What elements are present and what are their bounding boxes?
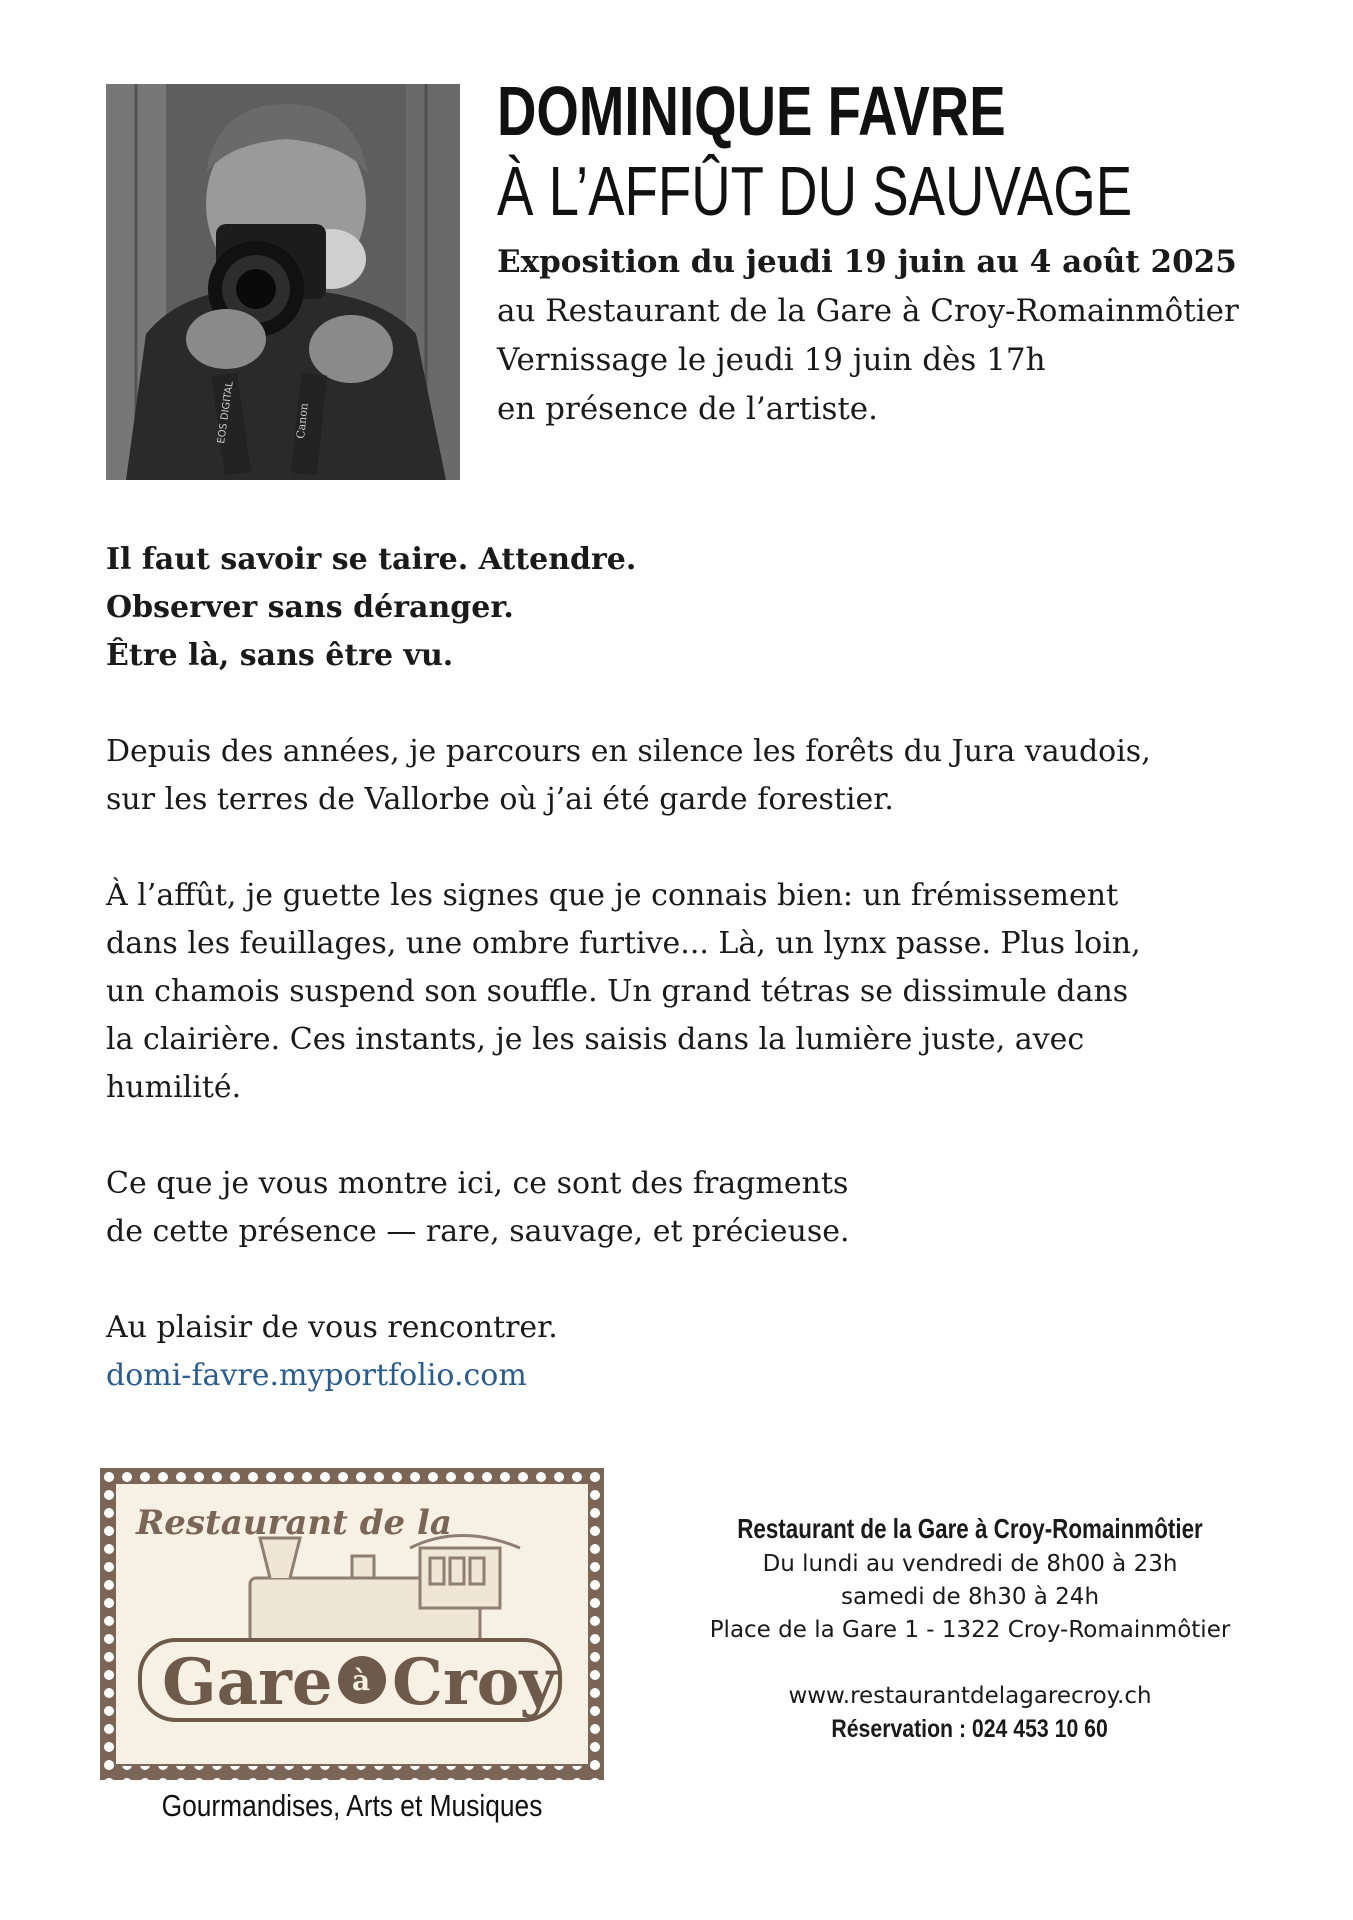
camera-brand-text: Canon <box>294 402 311 440</box>
stamp-logo <box>100 1468 604 1780</box>
paragraph-line: humilité. <box>106 1070 242 1105</box>
closing-paragraph <box>106 1304 1256 1400</box>
contact-hours-weekday: Du lundi au vendredi de 8h00 à 23h <box>762 1551 1178 1577</box>
contact-address: Place de la Gare 1 - 1322 Croy-Romainmôtier <box>709 1617 1231 1643</box>
restaurant-tagline: Gourmandises, Arts et Musiques <box>161 1788 543 1823</box>
paragraph-line: Ce que je vous montre ici, ce sont des fragments <box>106 1166 849 1201</box>
logo-croy: Croy <box>392 1645 557 1720</box>
logo-wordmark <box>140 1640 560 1720</box>
contact-block <box>650 1512 1290 1747</box>
intro-paragraph <box>106 536 1256 680</box>
contact-spacer <box>650 1647 1290 1680</box>
paragraph-line: À l’affût, je guette les signes que je connais bien: un frémissement <box>106 878 1119 913</box>
camera-strap-text: EOS DIGITAL <box>216 380 236 445</box>
paragraph-1 <box>106 728 1256 824</box>
intro-line: Observer sans déranger. <box>106 590 514 625</box>
paragraph-2 <box>106 872 1256 1112</box>
intro-line: Il faut savoir se taire. Attendre. <box>106 542 637 577</box>
paragraph-line: Depuis des années, je parcours en silence les forêts du Jura vaudois, <box>106 734 1151 769</box>
event-info <box>497 238 1317 434</box>
intro-line: Être là, sans être vu. <box>106 638 454 673</box>
paragraph-line: sur les terres de Vallorbe où j’ai été garde forestier. <box>106 782 894 817</box>
paragraph-line: la clairière. Ces instants, je les saisis dans la lumière juste, avec <box>106 1022 1085 1057</box>
logo-a: à <box>352 1664 371 1697</box>
contact-hours-saturday: samedi de 8h30 à 24h <box>840 1584 1100 1610</box>
contact-reservation: Réservation : 024 453 10 60 <box>831 1715 1109 1743</box>
event-dates: Exposition du jeudi 19 juin au 4 août 2025 <box>497 244 1237 280</box>
contact-website-link[interactable]: www.restaurantdelagarecroy.ch <box>788 1683 1152 1709</box>
paragraph-line: dans les feuillages, une ombre furtive... Là, un lynx passe. Plus loin, <box>106 926 1141 961</box>
closing-line: Au plaisir de vous rencontrer. <box>106 1310 558 1345</box>
event-opening: Vernissage le jeudi 19 juin dès 17h <box>497 342 1046 378</box>
artist-statement <box>106 536 1256 1448</box>
photographer-portrait <box>106 84 460 480</box>
exhibition-title: À L’AFFÛT DU SAUVAGE <box>497 152 1133 230</box>
paragraph-line: de cette présence — rare, sauvage, et précieuse. <box>106 1214 850 1249</box>
event-venue: au Restaurant de la Gare à Croy-Romainmôtier <box>497 293 1239 329</box>
photographer-illustration <box>106 84 460 480</box>
logo-gare: Gare <box>162 1645 333 1720</box>
artist-name: DOMINIQUE FAVRE <box>497 72 1006 150</box>
portfolio-link[interactable]: domi-favre.myportfolio.com <box>106 1358 527 1393</box>
logo-line-1: Restaurant de la <box>136 1503 452 1543</box>
contact-name: Restaurant de la Gare à Croy-Romainmôtier <box>737 1513 1203 1544</box>
restaurant-logo <box>100 1468 604 1780</box>
paragraph-line: un chamois suspend son souffle. Un grand tétras se dissimule dans <box>106 974 1129 1009</box>
event-presence: en présence de l’artiste. <box>497 391 879 427</box>
paragraph-3 <box>106 1160 1256 1256</box>
